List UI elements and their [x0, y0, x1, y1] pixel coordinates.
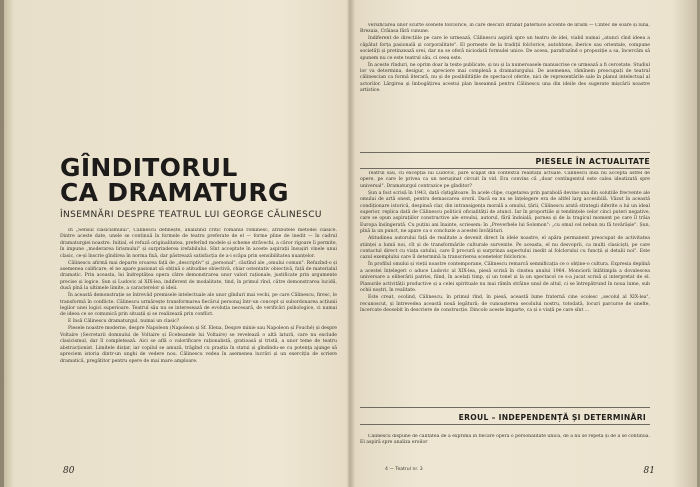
right-page	[350, 0, 700, 487]
paragraph: Teatrul său, cu excepția lui Ludovic, pare scăpat din contextul realității actuale. Călinescu însă nu accepta astfel de opere, pe care le privea ca un nerușinat circuit în vid. Era convins că „doar contingentul este calea ideatizată spre universal". Dramaturgul contrazice pe gînditor?	[360, 171, 650, 189]
paragraph: În aceste rînduri, ne oprim doar la texte publicate, și nu și la numeroasele manuscrise ce urmează a fi cercetate. Studiul lor va determina, desigur, o apreciere mai complexă a dramaturgului. De asemenea, rămînem preocupați de teatrul călinescian ca formă literară, nu și de posibilitățile de spectacol oferite, nici de reprezentările sale în planul intelectual al actorilor. Lărgirea și îmbogățirea acestui plan înseamnă pentru Călinescu una din ideile des sugerate mișcării noastre artistice.	[360, 62, 650, 94]
left-body-text	[60, 228, 337, 470]
paragraph: E însă Călinescu dramaturgul, numai un clasic?	[68, 319, 180, 325]
paragraph: Este creat, ocolind, Călinescu, în primul rînd, în piesă, această lume fraternă cine ocolesc „secolul al XIX-lea", recunoscut, și întrevedea această nouă legătură; de cunoașterea secolului nostru, totodată, locuri parcurse de unelte, încercate deosebit în descriere de construcție. Dincolo aceste împarte, ca și o viață pe care sînt ...	[360, 295, 650, 313]
article-title	[60, 155, 340, 205]
section-heading-eroul: EROUL – INDEPENDENȚĂ ȘI DETERMINĂRI	[458, 413, 646, 422]
section-rule-bottom	[360, 424, 650, 425]
right-mid-body-text	[360, 171, 650, 377]
right-page-number: 81	[643, 466, 655, 476]
title-line-1: GÎNDITORUL	[60, 153, 238, 182]
paragraph: Indiferent de direcțiile pe care le urmează, Călinescu aspiră spre un teatru de idei, viabil numai „atunci cînd ideea a căpătat forța pasională și corporalitate". El pornește de la tradiții folclorice, autohtone, iberice sau orientale, compune societăți și pretinzează orei, dar nu se oferă niciodată formulei unice. De aceea, parafrazînd o propoziție a sa, încercăm să spunem nu ce este teatrul său, ci ceea este.	[360, 36, 650, 61]
paragraph: Piesele noastre moderne, despre Napoleon (Napoleon și Sf. Elena, Despre minie sau Napoleon și Fouché) și despre Voltaire (Secretarii domnului de Voltaire și Ecebeanele lui Voltaire) se revelează o altă latură, care nu exclude clasicismul, dar îl completează. Aici se află o valorificare raționalistă, gratioasă și tristă, a unor teme de teatru abstracționist. Limitele disțar, iar copilul se amuză, trăgînd cu praștia în statui și gîndindu-se cu potența ajunge să apreciem istoria dintr-un unghi de vedere nou. Călinescu vedea în asemenea lucrări și un exercițiu de scriere dramatică, pregătitor pentru opere de mai mare amploare.	[60, 326, 337, 364]
section-rule-bottom	[360, 168, 650, 169]
section-rule-top	[360, 407, 650, 408]
section-heading-actualitate: PIESELE ÎN ACTUALITATE	[535, 157, 650, 166]
right-top-body-text	[360, 23, 650, 141]
paragraph: Călinescu afirmă mai departe oroarea față de „descriptiv" și „personal", căutînd ale „omului comun". Refuzînd-o și asemenea calificare, el ne apare pasionat să obțină o atitudine obiectivă, chiar ostentativ obiectivă, față de materialul dramatic. Prin aceasta, lui îndreptățea opera către demonstrarea unor valori raționale, justificate prin argumente precise și logice. Șun și Ludovic al XIX-lea, indiferent de modalitate, tind, în primul rînd, către demonstrarea lucidă, dusă pînă la ultimele limite, a caracterelor și ideii.	[60, 260, 337, 292]
paragraph: versificarea unor scurte scenete folclorice, în care descuri străbat paternice accente de lirism — Cintec de soare și lună, Brezaia, Crăiasa fără cunune.	[360, 23, 650, 35]
paragraph: În „Sensul clasicismului", Călinescu definește, analizînd critic romanul romînesc, atributele metodei clasice. Dintre aceste date, unele se continuă în formele de teatru preferate de el — forme pline de inedit — în cadrul dramaturgiei noastre. Inițial, el refuză originalitatea, preferînd modele și scheme străvechi, a căror rigoare îi permite, în impune „moderarea lirismului" și surprinderea irefabilului. Sînt acceptate în aceste aspirații însușiri vinele unui clasic, ce-și înscrie gîndirea în norma fixă, dar păstrează satisfacția de a-i scăpa prin sensibilitatea nuanțelor.	[60, 228, 337, 259]
right-bottom-body-text	[360, 434, 650, 458]
paragraph: Atitudinea autorului față de realitate a devenit direct în idele noastre, el apăra permanent preocupat de activitatea științei a lumii noi, cît și de transformările culturale survenite. Pe aceasta, el nu desvoprii, ca mulți clasiciști, pe care contactul direct cu viața satului, care îl procură și surprinza aspectului inedit al folclorului cu funcții și detalii noi". Este cazul exemplului care îl determină la transcrierea scenetelor folclorice.	[360, 236, 650, 261]
paragraph: În profilul omului și vieții noastre contemporane, Călinescu remarcă semnificația ce o obține-o cultura. Expresia deplină a acestei înțelegeri o aduce Ludovic al XIX-lea, piesă scrisă în cinstea anului 1964. Monciorii înlătimpla a dovalescea universare a eliberării patriei, fiind, în acelați timp, și un tonel și la un spectacol ce s-a jucat scrisă și interpretat de el. Planurile activității productive și a celei spirituale nu mai rămîn străine unul de altul, ci se întrepătrund în noua lume, sub ochii noștri, în realitate.	[360, 262, 650, 294]
left-page-number: 80	[63, 466, 75, 476]
article-subtitle: ÎNSEMNĂRI DESPRE TEATRUL LUI GEORGE CĂLINESCU	[60, 210, 322, 220]
paragraph: Călinescu dispune de calitatea de a exprima în fiecare operă o personalitate unică, de a nu se repeta și de a se continua. El aspiră spre analiza eroilor	[360, 434, 650, 446]
paragraph: În această demonstrație se întrevăd premisele intelectuale ale unor gînduri mai vechi, pe care Călinescu, firesc, le transformă în conflicte. Călinescu urmărește transformarea fiecărui personaj într-un concept și subordonarea acțiunii legilor unei logici superioare. Teatrul său nu se interesează de evoluția necesară, de verificări psihologice, ci numai de ideea ce se comunică prin situații și se realizează prin conflict.	[60, 293, 337, 318]
title-line-2: CA DRAMATURG	[60, 178, 289, 207]
paragraph: Șun a fost scrisă în 1943, dată cîștigătoare. În acele clipe, cugetarea prin parabolă devine una din soluțiile frecvente ale omului de artă onest, pentru demascarea ororii. Dacă ea nu se înțelegere era de altfel larg accesibilă. Văzut în această condiționare istorică, despinsă clar, din intransigența morală a omului, țării, Călinescu arată strategii diferite a lui un ideal superior, replica dată de Călinescu politicii oficialității de atunci. Iar în proportiile și tendințele celor cinci puteri negative, care se opun aspirațiilor constructive ale eroului, autorul, fără îndoială, pornea și de la tragicul moment pe care îl trăia Europa însîngerată. Cu puțini ani înainte, scriesem: în „Preverbele lui Solomon": „cu omul cel nebun nu fă tovărășie". Șun, pînă la un punct, ne apare ca o concluzie a acestei învățături.	[360, 190, 650, 235]
page-footer: 4 — Teatrul nr. 3	[385, 467, 423, 472]
section-rule-top	[360, 152, 650, 153]
